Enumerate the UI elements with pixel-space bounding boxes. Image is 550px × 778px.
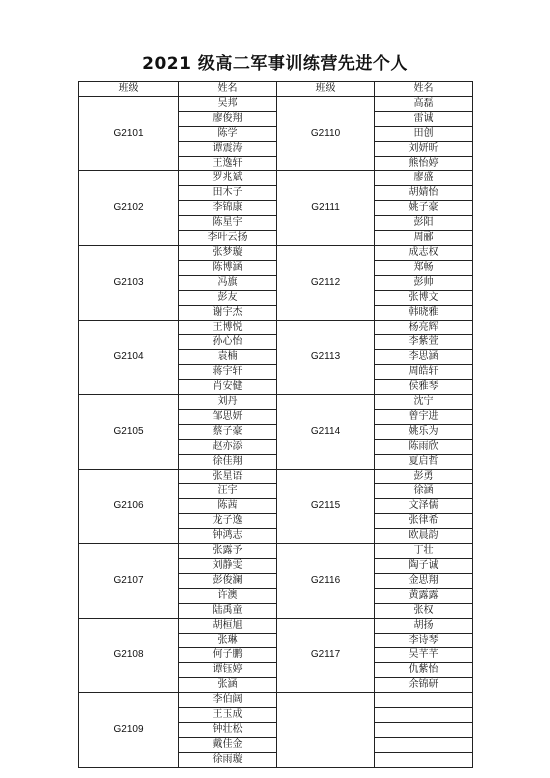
- name-cell-right: 姚子豪: [375, 201, 473, 216]
- name-cell-left: 徐雨璇: [179, 752, 277, 767]
- name-cell-left: 邹思妍: [179, 409, 277, 424]
- name-cell-right: [375, 737, 473, 752]
- name-cell-right: 陈雨欣: [375, 439, 473, 454]
- name-cell-left: 徐佳翔: [179, 454, 277, 469]
- class-cell-left: G2102: [79, 171, 179, 246]
- name-cell-left: 赵亦添: [179, 439, 277, 454]
- name-cell-left: 龙子逸: [179, 514, 277, 529]
- name-cell-left: 廖俊翔: [179, 111, 277, 126]
- name-cell-right: 张博文: [375, 290, 473, 305]
- table-row: [79, 320, 473, 335]
- name-cell-right: 彭帅: [375, 275, 473, 290]
- name-cell-right: 杨亮辉: [375, 320, 473, 335]
- name-cell-left: 刘丹: [179, 395, 277, 410]
- name-cell-left: 彭俊澜: [179, 573, 277, 588]
- name-cell-right: 姚乐为: [375, 424, 473, 439]
- name-cell-right: [375, 722, 473, 737]
- name-cell-left: 汪宇: [179, 484, 277, 499]
- name-cell-right: 金思翔: [375, 573, 473, 588]
- name-cell-right: 熊怡婷: [375, 156, 473, 171]
- class-cell-right: G2113: [277, 320, 375, 395]
- name-cell-left: 戴佳金: [179, 737, 277, 752]
- name-cell-left: 陈茜: [179, 499, 277, 514]
- name-cell-left: 肖安健: [179, 380, 277, 395]
- name-cell-left: 陆禹童: [179, 603, 277, 618]
- name-cell-right: 夏启哲: [375, 454, 473, 469]
- name-cell-right: 李紫萱: [375, 335, 473, 350]
- name-cell-right: 文泽儒: [375, 499, 473, 514]
- name-cell-right: [375, 693, 473, 708]
- name-cell-left: 孙心怡: [179, 335, 277, 350]
- header-class-left: 班级: [79, 82, 179, 97]
- name-cell-left: 李伯阔: [179, 693, 277, 708]
- name-cell-right: 彭勇: [375, 469, 473, 484]
- name-cell-right: 欧晨韵: [375, 529, 473, 544]
- table-row: [79, 245, 473, 260]
- name-cell-right: 仇紫怡: [375, 663, 473, 678]
- name-cell-left: 张星语: [179, 469, 277, 484]
- name-cell-right: 周郦: [375, 231, 473, 246]
- name-cell-right: 成志权: [375, 245, 473, 260]
- name-cell-left: 张涵: [179, 678, 277, 693]
- header-name-left: 姓名: [179, 82, 277, 97]
- table-row: [79, 469, 473, 484]
- name-cell-left: 王博悦: [179, 320, 277, 335]
- name-cell-right: 侯雅琴: [375, 380, 473, 395]
- name-cell-right: 廖盛: [375, 171, 473, 186]
- name-cell-right: 高磊: [375, 96, 473, 111]
- name-cell-right: 彭阳: [375, 216, 473, 231]
- name-cell-right: 徐涵: [375, 484, 473, 499]
- name-cell-right: 胡婧怡: [375, 186, 473, 201]
- name-cell-left: 张梦璇: [179, 245, 277, 260]
- name-cell-right: 曾宇进: [375, 409, 473, 424]
- name-cell-left: 罗兆斌: [179, 171, 277, 186]
- name-cell-right: 田创: [375, 126, 473, 141]
- name-cell-left: 王玉成: [179, 708, 277, 723]
- name-cell-left: 王逸轩: [179, 156, 277, 171]
- name-cell-right: 周皓轩: [375, 365, 473, 380]
- name-cell-left: 钟鸿志: [179, 529, 277, 544]
- name-cell-left: 许澳: [179, 588, 277, 603]
- name-cell-right: 吴芊芊: [375, 648, 473, 663]
- class-cell-right: G2110: [277, 96, 375, 171]
- table-header-row: [79, 82, 473, 97]
- class-cell-right: [277, 693, 375, 768]
- table-body: [79, 96, 473, 767]
- name-cell-left: 蒋宇轩: [179, 365, 277, 380]
- class-cell-right: G2111: [277, 171, 375, 246]
- class-cell-right: G2115: [277, 469, 375, 544]
- class-cell-right: G2112: [277, 245, 375, 320]
- name-cell-left: 张露予: [179, 544, 277, 559]
- name-cell-right: 李诗琴: [375, 633, 473, 648]
- class-cell-left: G2109: [79, 693, 179, 768]
- page-title: 2021 级高二军事训练营先进个人: [142, 54, 408, 74]
- name-cell-right: 张权: [375, 603, 473, 618]
- class-cell-left: G2106: [79, 469, 179, 544]
- table-row: [79, 171, 473, 186]
- class-cell-right: G2114: [277, 395, 375, 470]
- name-cell-left: 李锦康: [179, 201, 277, 216]
- class-cell-left: G2104: [79, 320, 179, 395]
- name-cell-right: 李思涵: [375, 350, 473, 365]
- name-cell-left: 陈博涵: [179, 260, 277, 275]
- class-cell-left: G2103: [79, 245, 179, 320]
- name-cell-left: 刘静雯: [179, 559, 277, 574]
- class-cell-left: G2108: [79, 618, 179, 693]
- table-row: [79, 618, 473, 633]
- name-cell-left: 胡桓旭: [179, 618, 277, 633]
- name-cell-right: 刘妍昕: [375, 141, 473, 156]
- name-cell-right: [375, 752, 473, 767]
- name-cell-right: 雷诚: [375, 111, 473, 126]
- table-row: [79, 96, 473, 111]
- name-cell-left: 陈星宇: [179, 216, 277, 231]
- name-cell-left: 钟壮松: [179, 722, 277, 737]
- name-cell-left: 田木子: [179, 186, 277, 201]
- header-name-right: 姓名: [375, 82, 473, 97]
- name-cell-right: 张律希: [375, 514, 473, 529]
- name-cell-right: 陶子诚: [375, 559, 473, 574]
- award-table: [78, 81, 473, 768]
- table-row: [79, 693, 473, 708]
- name-cell-right: 沈宁: [375, 395, 473, 410]
- name-cell-left: 袁楠: [179, 350, 277, 365]
- name-cell-right: 韩晓雅: [375, 305, 473, 320]
- name-cell-left: 彭友: [179, 290, 277, 305]
- name-cell-left: 冯旗: [179, 275, 277, 290]
- name-cell-left: 陈学: [179, 126, 277, 141]
- name-cell-left: 谭震涛: [179, 141, 277, 156]
- name-cell-left: 吴邦: [179, 96, 277, 111]
- name-cell-left: 谢宇杰: [179, 305, 277, 320]
- name-cell-left: 李叶云扬: [179, 231, 277, 246]
- name-cell-right: 余锦研: [375, 678, 473, 693]
- table-row: [79, 544, 473, 559]
- class-cell-right: G2116: [277, 544, 375, 619]
- name-cell-left: 张琳: [179, 633, 277, 648]
- name-cell-right: 黄露露: [375, 588, 473, 603]
- name-cell-right: 郑畅: [375, 260, 473, 275]
- name-cell-right: 丁壮: [375, 544, 473, 559]
- name-cell-left: 何子鹏: [179, 648, 277, 663]
- table-row: [79, 395, 473, 410]
- class-cell-left: G2107: [79, 544, 179, 619]
- name-cell-right: [375, 708, 473, 723]
- class-cell-left: G2105: [79, 395, 179, 470]
- name-cell-left: 谭钰婷: [179, 663, 277, 678]
- class-cell-right: G2117: [277, 618, 375, 693]
- name-cell-right: 胡扬: [375, 618, 473, 633]
- class-cell-left: G2101: [79, 96, 179, 171]
- header-class-right: 班级: [277, 82, 375, 97]
- name-cell-left: 蔡子豪: [179, 424, 277, 439]
